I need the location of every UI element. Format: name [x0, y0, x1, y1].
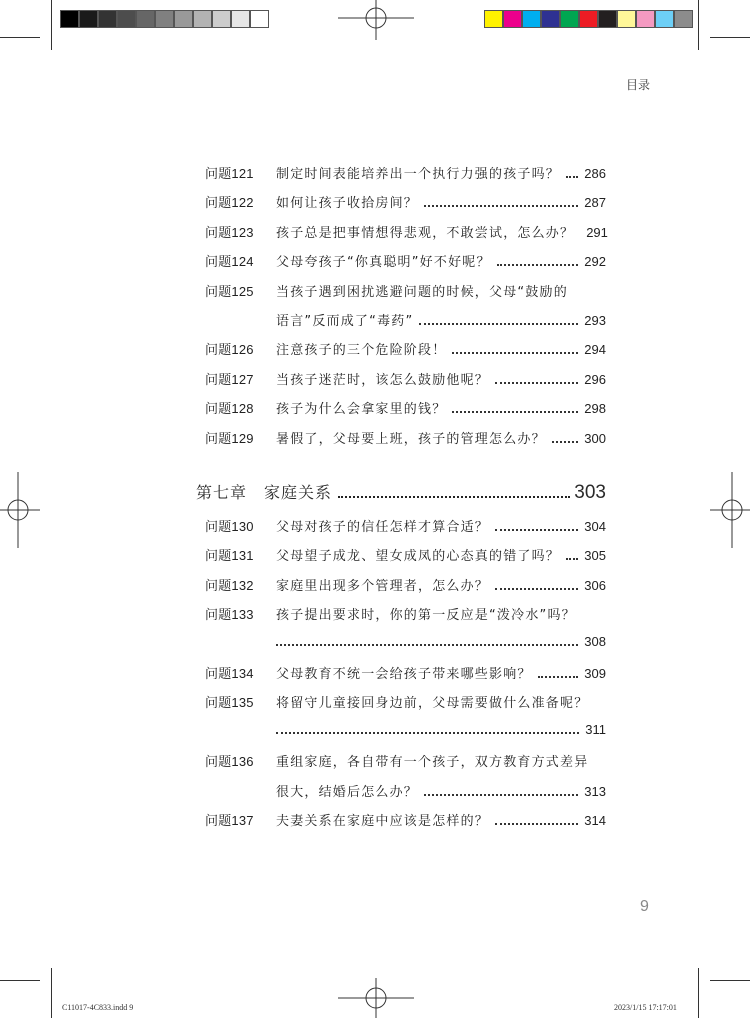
- dot-leader: [566, 175, 578, 178]
- toc-entry-number: 问题125: [205, 283, 254, 299]
- chapter-heading[interactable]: [196, 480, 606, 504]
- page-number: 9: [640, 898, 649, 915]
- swatch: [636, 10, 655, 28]
- swatch: [136, 10, 155, 28]
- toc-entry-title: 孩子提出要求时，你的第一反应是“泼冷水”吗？: [276, 608, 576, 624]
- toc-entry[interactable]: [276, 545, 606, 564]
- toc-entry-number: 问题135: [205, 695, 254, 711]
- swatch: [193, 10, 212, 28]
- chapter-page: 303: [574, 482, 606, 503]
- toc-entry-number: 问题130: [205, 519, 254, 534]
- toc-entry-number: 问题132: [205, 577, 254, 593]
- toc-entry-page: 305: [584, 548, 606, 564]
- swatch: [212, 10, 231, 28]
- toc-entry-page: 287: [584, 195, 606, 211]
- toc-entry-number: 问题137: [205, 813, 254, 828]
- toc-entry-title: 父母对孩子的信任怎样才算合适？: [276, 520, 490, 535]
- swatch: [231, 10, 250, 28]
- toc-entry-title: 注意孩子的三个危险阶段！: [276, 343, 447, 359]
- dot-leader: [452, 410, 578, 413]
- toc-entry-page: 304: [584, 519, 606, 534]
- toc-entry-number: 问题129: [205, 430, 254, 446]
- toc-entry-page: 309: [584, 666, 606, 681]
- toc-entry-page: 313: [584, 783, 606, 799]
- toc-entry-page: 286: [584, 166, 606, 181]
- toc-entry-title: 父母望子成龙、望女成凤的心态真的错了吗？: [276, 549, 561, 565]
- toc-entry-title: 当孩子迷茫时，该怎么鼓励他呢？: [276, 372, 490, 388]
- dot-leader: [424, 793, 578, 796]
- toc-entry-number: 问题121: [205, 166, 254, 181]
- toc-entry-title: 将留守儿童接回身边前，父母需要做什么准备呢？: [276, 696, 589, 712]
- toc-entry-title: 暑假了，父母要上班，孩子的管理怎么办？: [276, 431, 546, 447]
- toc-entry[interactable]: [276, 692, 606, 711]
- footer-file: C11017-4C833.indd 9: [62, 1003, 134, 1012]
- dot-leader: [495, 528, 578, 531]
- registration-mark-bottom: [338, 978, 414, 1018]
- toc-entry-title: 重组家庭，各自带有一个孩子，双方教育方式差异: [276, 755, 589, 771]
- swatch: [98, 10, 117, 28]
- toc-entry-number: 问题136: [205, 754, 254, 770]
- toc-entry-number: 问题134: [205, 666, 254, 681]
- toc-entry-page: 293: [584, 313, 606, 328]
- toc-entry-page: 296: [584, 371, 606, 387]
- toc-entry[interactable]: [276, 604, 606, 623]
- toc-entry-title: 语言”反而成了“毒药”: [276, 314, 414, 329]
- toc-entry-page: 298: [584, 401, 606, 417]
- toc-entry[interactable]: [276, 663, 606, 682]
- registration-mark-left: [0, 472, 40, 548]
- toc-entry[interactable]: [276, 751, 606, 770]
- toc-entry[interactable]: [276, 781, 606, 800]
- toc-entry[interactable]: [276, 722, 606, 737]
- color-bar: [484, 10, 693, 28]
- dot-leader: [538, 675, 579, 678]
- dot-leader: [495, 822, 578, 825]
- toc-entry-title: 孩子总是把事情想得悲观，不敢尝试，怎么办？: [276, 225, 575, 241]
- toc-entry[interactable]: [276, 281, 606, 300]
- toc-entry-title: 夫妻关系在家庭中应该是怎样的？: [276, 814, 490, 829]
- dot-leader: [495, 381, 578, 384]
- toc-entry-number: 问题122: [205, 195, 254, 211]
- swatch: [655, 10, 674, 28]
- toc-entry-title: 如何让孩子收拾房间？: [276, 196, 419, 212]
- toc-entry-title: 父母夸孩子“你真聪明”好不好呢？: [276, 255, 491, 271]
- toc-entry-title: 制定时间表能培养出一个执行力强的孩子吗？: [276, 167, 561, 182]
- swatch: [174, 10, 193, 28]
- toc-entry-number: 问题124: [205, 254, 254, 270]
- swatch: [155, 10, 174, 28]
- toc-entry[interactable]: [276, 428, 606, 447]
- toc-entry-number: 问题127: [205, 371, 254, 387]
- swatch: [503, 10, 522, 28]
- swatch: [598, 10, 617, 28]
- dot-leader: [552, 440, 578, 443]
- swatch: [250, 10, 269, 28]
- toc-entry[interactable]: [276, 516, 606, 535]
- registration-mark-right: [710, 472, 750, 548]
- swatch: [117, 10, 136, 28]
- toc-entry[interactable]: [276, 810, 606, 829]
- dot-leader: [495, 587, 578, 590]
- toc-entry[interactable]: [276, 251, 606, 270]
- dot-leader: [497, 263, 579, 266]
- swatch: [484, 10, 503, 28]
- toc-entry[interactable]: [276, 222, 606, 241]
- swatch: [617, 10, 636, 28]
- dot-leader: [276, 643, 578, 646]
- swatch: [79, 10, 98, 28]
- toc-entry-page: 308: [584, 633, 606, 649]
- toc-entry-page: 294: [584, 342, 606, 358]
- toc-entry-page: 292: [584, 254, 606, 270]
- dot-leader: [452, 351, 578, 354]
- swatch: [522, 10, 541, 28]
- toc-entry-page: 306: [584, 577, 606, 593]
- toc-entry[interactable]: [276, 192, 606, 211]
- swatch: [541, 10, 560, 28]
- toc-entry-page: 314: [584, 813, 606, 828]
- swatch: [579, 10, 598, 28]
- dot-leader: [424, 204, 578, 207]
- toc-entry-number: 问题126: [205, 342, 254, 358]
- toc-entry[interactable]: [276, 310, 606, 329]
- chapter-title: 第七章 家庭关系: [196, 483, 333, 502]
- grayscale-bar: [60, 10, 269, 28]
- toc-entry-number: 问题123: [205, 224, 254, 240]
- toc-entry-number: 问题133: [205, 607, 254, 623]
- toc-entry-title: 父母教育不统一会给孩子带来哪些影响？: [276, 667, 532, 682]
- dot-leader: [419, 322, 578, 325]
- toc-entry[interactable]: [276, 634, 606, 649]
- swatch: [674, 10, 693, 28]
- swatch: [560, 10, 579, 28]
- toc-entry[interactable]: [276, 339, 606, 358]
- toc-entry[interactable]: [276, 369, 606, 388]
- section-label: 目录: [625, 78, 650, 92]
- swatch: [60, 10, 79, 28]
- toc-entry-page: 291: [586, 224, 608, 240]
- toc-entry-number: 问题131: [205, 548, 254, 564]
- toc-entry-title: 当孩子遇到困扰逃避问题的时候，父母“鼓励的: [276, 284, 568, 300]
- toc-entry-title: 家庭里出现多个管理者，怎么办？: [276, 578, 490, 594]
- toc-entry[interactable]: [276, 163, 606, 182]
- dot-leader: [276, 731, 579, 734]
- toc-entry-page: 311: [585, 721, 606, 737]
- registration-mark-top: [338, 0, 414, 40]
- toc-entry-title: 孩子为什么会拿家里的钱？: [276, 402, 447, 418]
- toc-entry-page: 300: [584, 430, 606, 446]
- dot-leader: [338, 496, 570, 498]
- toc-entry-title: 很大，结婚后怎么办？: [276, 784, 419, 800]
- toc-entry-number: 问题128: [205, 401, 254, 417]
- toc-entry[interactable]: [276, 398, 606, 417]
- toc-entry[interactable]: [276, 575, 606, 594]
- dot-leader: [566, 557, 578, 560]
- footer-timestamp: 2023/1/15 17:17:01: [614, 1003, 677, 1012]
